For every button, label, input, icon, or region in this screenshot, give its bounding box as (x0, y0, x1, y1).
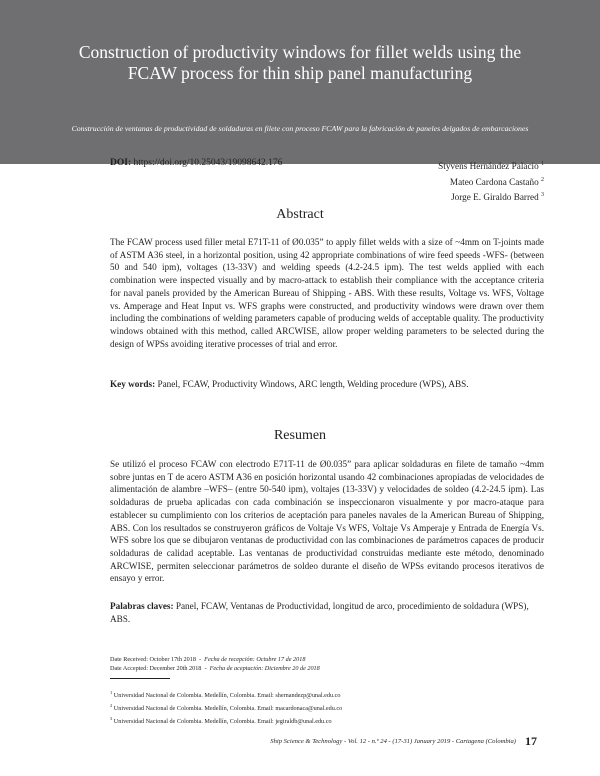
affiliations (110, 688, 342, 727)
page-number: 17 (525, 734, 537, 748)
footnote: $^1$ Universidad Nacional de Colombia. Medellín, Colombia. Email: shernandezp@unal.edu.co (110, 690, 341, 700)
footnote-divider (110, 678, 170, 679)
author: Styvens Hernández Palacio $^1$ (438, 161, 544, 172)
keywords-value: Panel, FCAW, Productivity Windows, ARC length, Welding procedure (WPS), ABS. (157, 379, 469, 389)
doi-line (110, 158, 282, 168)
resumen-text: Se utilizó el proceso FCAW con electrodo E71T-11 de Ø0.035” para aplicar soldaduras en filete de tamaño ~4mm sobre juntas en T de acero ASTM A36 en posición horizontal usando 42 combinaciones apropiadas de velocidades de alimentación de alambre –WFS– (entre 50-540 ipm), voltajes (13-33V) y velocidades de soldeo (4.2-24.5 ipm). Las soldaduras de prueba aplicadas con cada combinación se inspeccionaron visualmente y por macro-ataque para establecer su cumplimiento con los criterios de aceptación para paneles navales de la American Bureau of Shipping, ABS. Con los resultados se construyeron gráficos de Voltaje Vs WFS, Voltaje Vs Amperaje y Entrada de Energía Vs. WFS sobre los que se dibujaron ventanas de productividad con las combinaciones de parámetros capaces de producir soldaduras de calidad aceptable. Las ventanas de productividad construidas mediante este método, denominado ARCWISE, permiten seleccionar parámetros de soldeo durante el diseño de WPSs evitando procesos iterativos de ensayo y error. (110, 459, 544, 584)
keywords-label: Key words: (110, 379, 156, 389)
abstract-heading: Abstract (276, 207, 324, 222)
palabras-claves-label: Palabras claves: (110, 601, 174, 611)
footnote: $^2$ Universidad Nacional de Colombia. Medellín, Colombia. Email: macardonaca@unal.edu.co (110, 702, 343, 712)
resumen-heading: Resumen (273, 428, 327, 443)
palabras-claves-value: Panel, FCAW, Ventanas de Productividad, longitud de arco, procedimiento de soldadura (WPS), ABS. (110, 601, 529, 624)
date-accepted: Date Accepted: December 20th 2018 - Fecha de aceptación: Diciembre 20 de 2018 (110, 665, 320, 672)
journal-footer: Ship Science & Technology - Vol. 12 - n.º 24 - (17-31) January 2019 - Cartagena (Colombia) (270, 738, 516, 745)
title-banner (0, 0, 600, 164)
keywords (110, 378, 544, 391)
author-list (344, 158, 544, 205)
palabras-claves (110, 600, 544, 625)
author: Mateo Cardona Castaño $^2$ (449, 176, 544, 187)
paper-title-spanish: Construcción de ventanas de productividad de soldaduras en filete con proceso FCAW para la fabricación de paneles delgados de embarcaciones (71, 124, 529, 133)
article-dates (110, 655, 320, 673)
paper-title: Construction of productivity windows for fillet welds using the FCAW process for thin ship panel manufacturing (78, 42, 522, 83)
date-received: Date Received: October 17th 2018 - Fecha de recepción: Octubre 17 de 2018 (110, 656, 306, 663)
doi-label: DOI: (110, 158, 132, 168)
doi-link[interactable]: https://doi.org/10.25043/19098642.176 (133, 158, 283, 168)
abstract-text: The FCAW process used filler metal E71T-11 of Ø0.035” to apply fillet welds with a size of ~4mm on T-joints made of ASTM A36 steel, in a horizontal position, using 42 appropriate combinations of wire feed speeds -WFS- (between 50 and 540 ipm), voltages (13-33V) and welding speeds (4.2-24.5 ipm). The test welds applied with each combination were inspected visually and by macro-attack to establish their compliance with the acceptance criteria for naval panels provided by the American Bureau of Shipping - ABS. With these results, Voltage vs. WFS, Voltage vs. Amperage and Heat Input vs. WFS graphs were constructed, and productivity windows were drawn over them including the combinations of welding parameters capable of producing welds of acceptable quality. The productivity windows obtained with this method, called ARCWISE, allow proper welding parameters to be selected during the design of WPSs avoiding iterative processes of trial and error. (110, 237, 544, 349)
footnote: $^3$ Universidad Nacional de Colombia. Medellín, Colombia. Email: jegiraldb@unal.edu.co (110, 715, 332, 725)
author: Jorge E. Giraldo Barred $^3$ (451, 192, 544, 203)
